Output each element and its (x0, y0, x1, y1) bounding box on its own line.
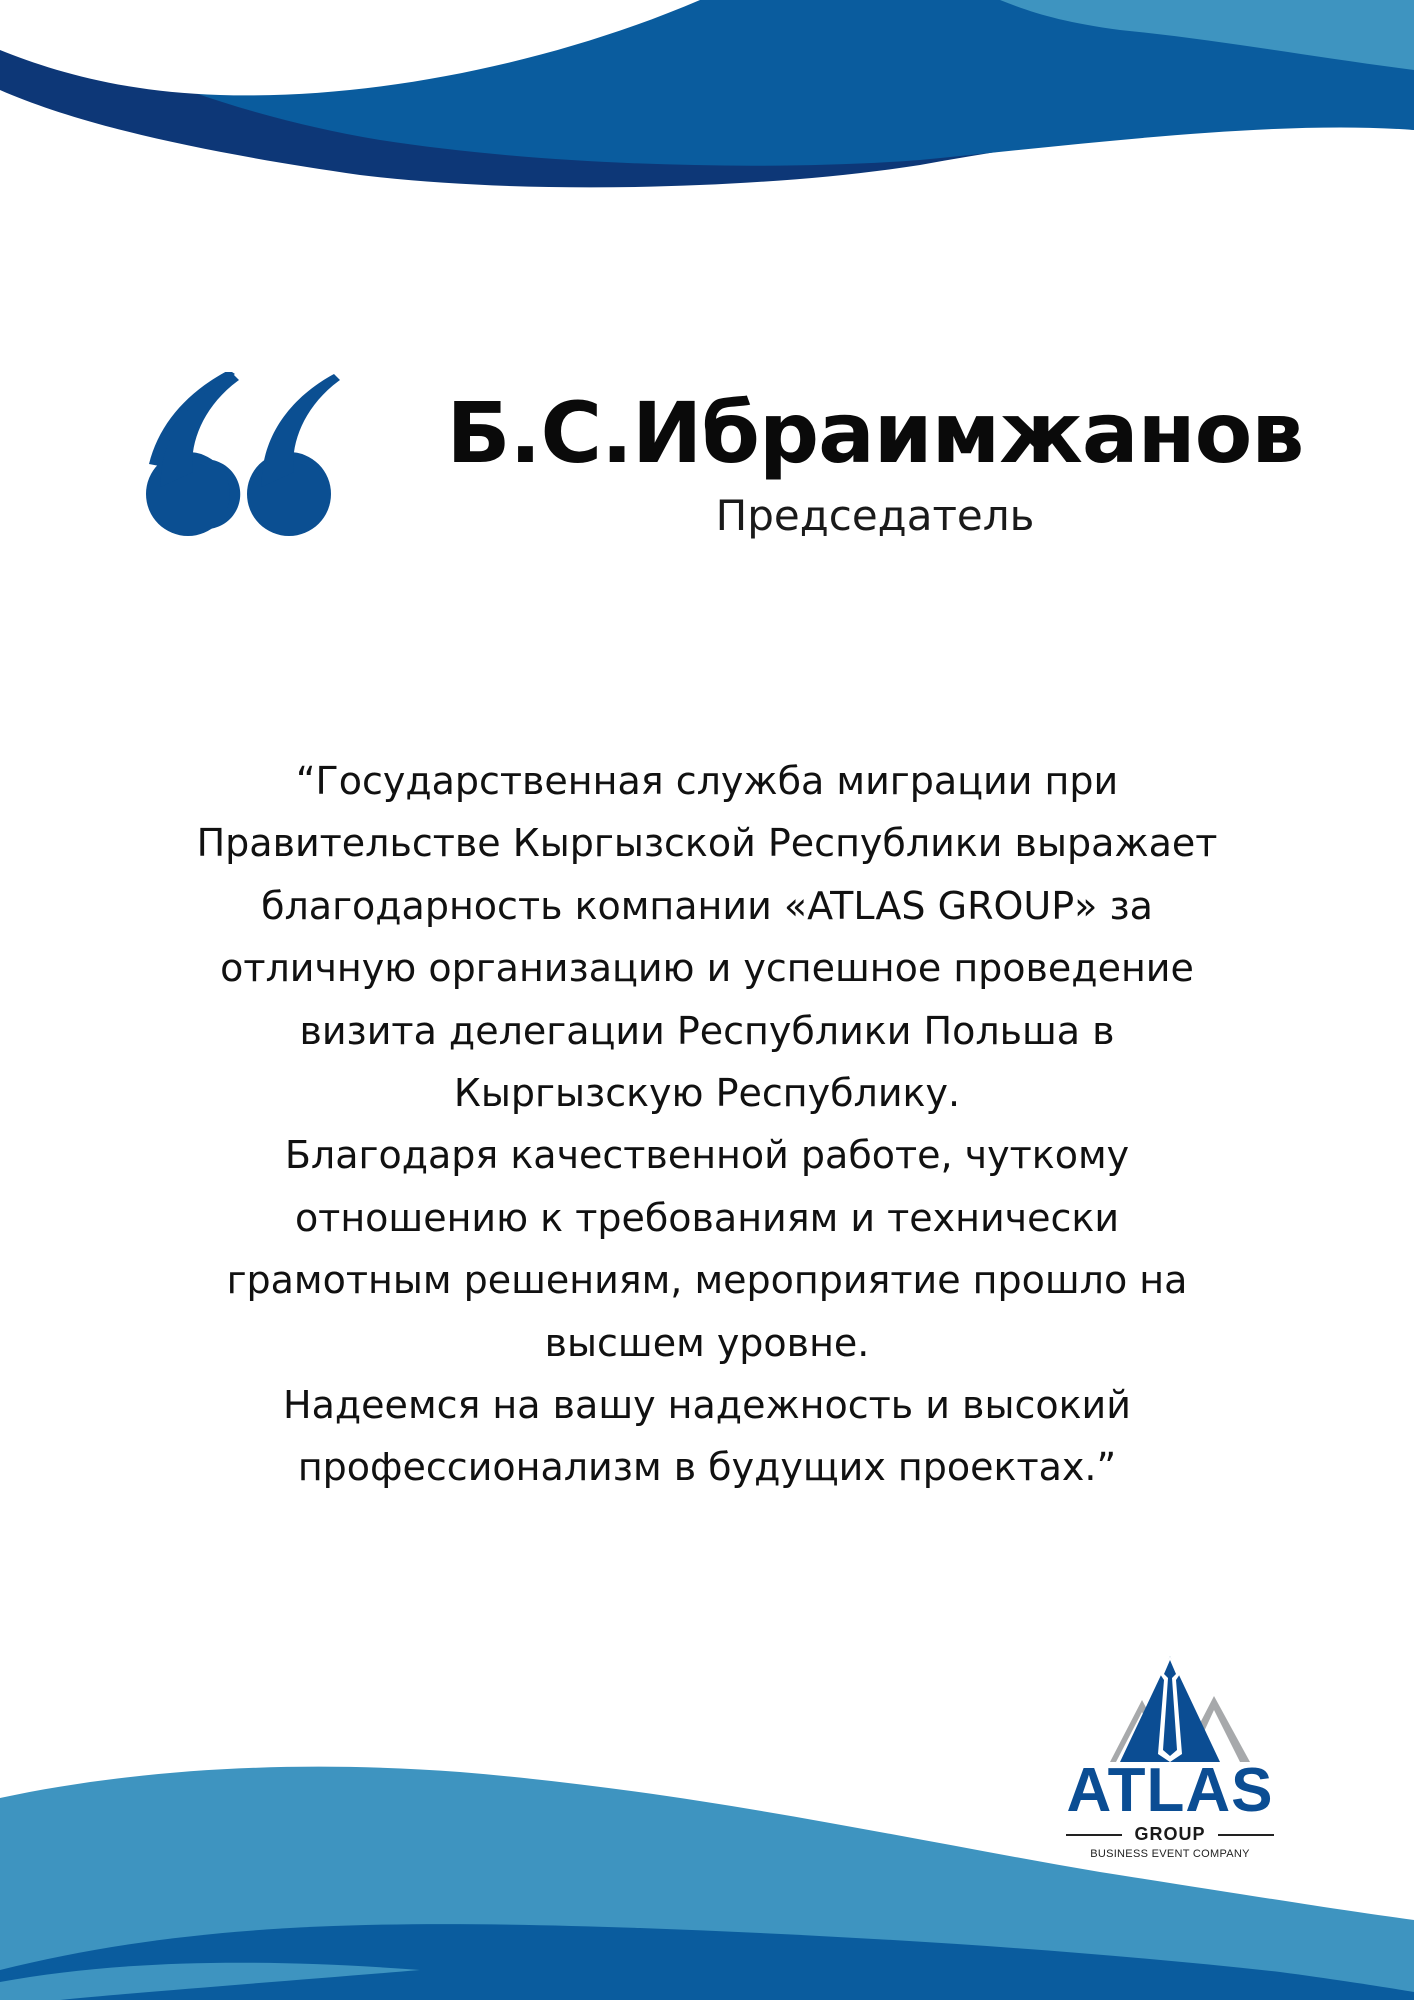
quote-line: Правительстве Кыргызской Республики выражает (196, 821, 1218, 866)
quote-line: профессионализм в будущих проектах.” (297, 1445, 1117, 1490)
quotation-mark-icon (145, 372, 350, 536)
quote-line: Благодаря качественной работе, чуткому (284, 1133, 1130, 1178)
quote-line: “Государственная служба миграции при (295, 759, 1119, 803)
logo-rule-right (1218, 1834, 1274, 1836)
logo-wordmark: ATLAS (1066, 1756, 1274, 1825)
quote-line: отношению к требованиям и технически (294, 1195, 1120, 1240)
testimonial-quote (100, 750, 1314, 1499)
person-name: Б.С.Ибраимжанов (446, 384, 1304, 482)
mountain-icon (1080, 1650, 1260, 1762)
quote-line: Надеемся на вашу надежность и высокий (283, 1383, 1131, 1428)
logo-tagline: BUSINESS EVENT COMPANY (1090, 1848, 1250, 1860)
logo-group-line (1060, 1823, 1280, 1845)
logo-group-text: GROUP (1134, 1824, 1206, 1844)
atlas-group-logo (1060, 1650, 1280, 1865)
header-block (370, 378, 1380, 558)
quote-line: визита делегации Республики Польша в (299, 1008, 1115, 1053)
quote-line: высшем уровне. (544, 1320, 870, 1365)
quote-line: грамотным решениям, мероприятие прошло на (226, 1258, 1188, 1303)
top-wave-decoration (0, 0, 1414, 200)
person-role: Председатель (715, 491, 1035, 540)
quote-line: благодарность компании «ATLAS GROUP» за (261, 883, 1153, 928)
quote-line: отличную организацию и успешное проведение (220, 946, 1194, 991)
quote-line: Кыргызскую Республику. (453, 1071, 961, 1116)
